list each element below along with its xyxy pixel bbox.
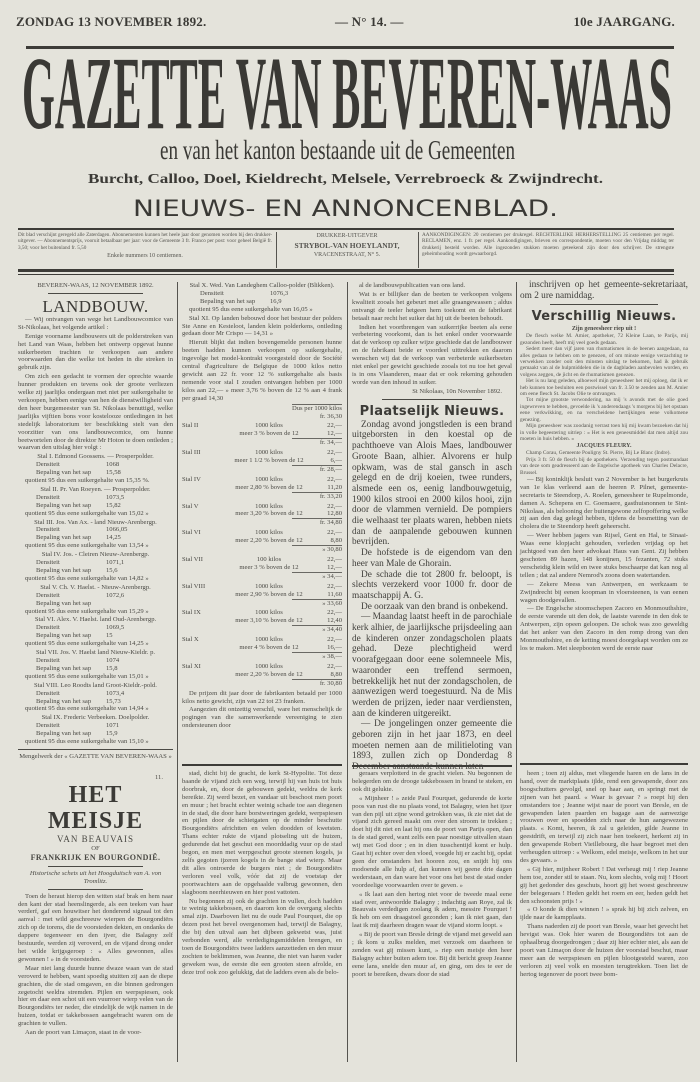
measurement-value: 16,9 bbox=[270, 297, 282, 305]
stal-label: Stal IX bbox=[182, 609, 201, 617]
article-paragraph: « O konde ik dien winnen ! » sprak hij bij zich zelven, en ijlde naar de kampplaats. bbox=[520, 906, 688, 922]
column-4-various-news bbox=[520, 280, 688, 761]
price-total: Dus per 1000 kilos fr. 36,30 bbox=[292, 404, 343, 420]
calc-description: 1000 kilos bbox=[255, 529, 283, 537]
divider-rule bbox=[48, 866, 143, 867]
article-paragraph: Stal IV. Jos. - Cleiren Nieuw-Arenbergp. bbox=[41, 551, 150, 559]
stal-label: Stal II bbox=[182, 422, 199, 430]
price-total: fr. 34,— bbox=[292, 438, 342, 447]
measurement-label: Densiteit bbox=[36, 461, 60, 469]
price-calc-row bbox=[182, 430, 342, 438]
stal-label bbox=[182, 591, 224, 599]
stal-label: Stal IV bbox=[182, 475, 201, 483]
calc-description: meer 3 % boven de 12 bbox=[239, 430, 299, 438]
price-total: fr. 34,80 bbox=[292, 518, 342, 527]
price-calc-row bbox=[182, 663, 342, 671]
calc-amount: 8,80 bbox=[330, 670, 342, 678]
article-paragraph: Nu begonnen zij ook de grachten in vullen, doch hadden te weinig takkebossen, en daarom kon de overgang slechts smal zijn. Daarboven liet nu de oude Paul Fourquet, die op dezen post het bevel overgenomen had, terwijl de Balagny, die bij den uitval aan het dijbeen gekwetst was, juist verbonden werd, alle verdedigingsmiddelen brengen, en toen de Bourgondiërs twee ladders aanzetteden en den muur zochten te beklimmen, was Jeanne, die niet van haren vader geweken was, de eerste die een grooten steen afrolde, en deze trof ook zoo gelukkig, dat de ladders even als de belo- bbox=[182, 897, 342, 976]
divider-rule bbox=[48, 293, 143, 294]
subtitle bbox=[0, 136, 700, 166]
article-paragraph: Stal IX. Frederic Verbeeken. Doelpolder. bbox=[41, 714, 150, 722]
calc-amount: 22,— bbox=[327, 529, 342, 537]
calc-description: meer 2,80 % boven de 12 bbox=[235, 483, 303, 491]
calc-amount: 22,— bbox=[327, 636, 342, 644]
article-paragraph: inschrijven op het gemeente-sekretariaat, om 2 ure namiddag. bbox=[520, 280, 688, 301]
measurement-label: Bepaling van het sap bbox=[36, 567, 92, 574]
measurement-row bbox=[18, 690, 173, 698]
measurement-row bbox=[18, 698, 173, 706]
calc-description: 1000 kilos bbox=[255, 449, 283, 457]
measurement-value: 15,82 bbox=[106, 501, 121, 509]
price-calc-row bbox=[182, 583, 342, 591]
article-paragraph: Zondag avond jongstleden is een brand uitgeborsten in den koestal op de pachthoeve van Alois Maes, landbouwer Groote Baan, alhier. Alvorens er hulp opkwam, was de stal gansch in asch gelegd en de drij koeien, twee runders, alsmede een os, eenig landbouwgetuig, 1900 kilos strooi en 2000 kilos hooi, zijn door de vlammen vernield. De pompiers die welhaast ter plaats waren, hebben niets dan de aanpalende gebouwen kunnen bevrijden. bbox=[352, 419, 512, 548]
measurement-label: Bepaling van het sap bbox=[36, 632, 92, 640]
stal-label bbox=[182, 484, 224, 492]
stal-label: Stal VII bbox=[182, 556, 203, 563]
price-calc-row bbox=[182, 609, 342, 617]
stal-label: Stal XI bbox=[182, 662, 201, 670]
article-paragraph: — Zekere Meess van Antwerpen, en werkzaam te Zwijndrecht bij eenen koopman in vloersteenen, is van eenen wagen doodgevallen. bbox=[520, 580, 688, 604]
divider-rule bbox=[382, 399, 482, 400]
article-paragraph: Mijn geneesheer was zoodanig verrast toen hij mij kwam bezoeken dat hij in volle begeestering uitriep : « Het is een geneesmiddel dat men altijd zou moeten in huis hebben. » bbox=[520, 423, 688, 442]
measurement-label: Bepaling van het sap bbox=[36, 697, 92, 705]
price-calc-row bbox=[182, 476, 342, 484]
article-paragraph: Indien het voortbrengen van suikerrijke beeten als eene verbetering voorkomt, dan is het enkel onder voorwaarde dat de verkoop op zulker wijze geschiede dat de landbouwer en de fabrikant beide er voordeel uittrekken en daarom wenschen wij dat de verkoop van verbeterde suikerbeeten niet enkel per gewicht geschiede zooals tot nu toe het geval is in ons Vlaanderen, maar dat er ook rekening gehouden worde van den inhoud in suiker. bbox=[352, 323, 512, 386]
column-1-landbouw bbox=[18, 282, 173, 770]
issue-number: — N° 14. — bbox=[335, 14, 404, 29]
calc-description: meer 3,20 % boven de 12 bbox=[235, 510, 303, 518]
price-calc-row bbox=[182, 591, 342, 599]
calc-description: meer 1 1/2 % boven de 12 bbox=[234, 457, 304, 465]
calc-amount: 12,— bbox=[327, 563, 342, 571]
article-paragraph: Stal VIII. Leo Roodts land Groot-Kieldr.-pold. bbox=[34, 681, 157, 689]
calc-description: meer 3,10 % boven de 12 bbox=[235, 617, 303, 625]
volume-year: 10e JAARGANG. bbox=[573, 14, 675, 29]
measurement-row bbox=[18, 624, 173, 632]
article-paragraph: quotient 95 dus eene suikergehalte van 14,82 » bbox=[25, 574, 149, 582]
stal-label: Stal X bbox=[182, 636, 199, 644]
measurement-label: Densiteit bbox=[36, 624, 60, 632]
article-paragraph: Historische schets uit het Hoogduitsch van A. von Tromlitz. bbox=[29, 869, 162, 885]
measurement-label: Densiteit bbox=[36, 493, 60, 501]
calc-amount: 16,— bbox=[327, 644, 342, 652]
measurement-row bbox=[18, 567, 173, 575]
article-paragraph: OF bbox=[91, 844, 100, 852]
calc-amount: 22,— bbox=[327, 662, 342, 670]
price-calc-row bbox=[182, 457, 342, 465]
column-2-sugar-prices bbox=[182, 282, 342, 762]
price-total: » 38,— bbox=[292, 652, 342, 661]
measurement-label: Bepaling van het sap bbox=[36, 469, 92, 477]
measurement-row bbox=[18, 657, 173, 665]
section-heading: LANDBOUW. bbox=[42, 296, 149, 316]
price-calc-row bbox=[182, 510, 342, 518]
measurement-row bbox=[18, 526, 173, 534]
article-paragraph: quotient 95 dus eene suikergehalte van 15,29 » bbox=[25, 607, 149, 615]
price-total: » 34,40 bbox=[292, 625, 342, 634]
masthead-rule-mid bbox=[18, 228, 674, 230]
calc-description: 1000 kilos bbox=[255, 636, 283, 644]
article-paragraph: — Wij ontvangen van wege het Landbouwcomice van St-Nikolaas, het volgende artikel : bbox=[18, 315, 173, 331]
measurement-label: Bepaling van het sap bbox=[36, 730, 92, 738]
article-paragraph: Prijs 3 fr. 50 de flesch bij de apothekers. Verzending tegen postmandaat van deze som geadresseerd aan de Engelsche apotheek van Charles Delacre, Brussel. bbox=[520, 456, 688, 476]
article-paragraph: Stal I. Edmond Goossens. — Prosperpolder. bbox=[37, 453, 154, 461]
price-calc-row bbox=[182, 503, 342, 511]
calc-description: 1000 kilos bbox=[255, 609, 283, 617]
calc-amount: 12,40 bbox=[327, 617, 342, 625]
price-total: fr. 28,— bbox=[292, 465, 342, 474]
section-heading: HET MEISJE bbox=[47, 781, 144, 834]
article-paragraph: De flesch welke M. Amier, apotheker, 72 Kleine Laan, te Parijs, mij gezonden heeft, heeft mij veel goeds gedaan. bbox=[520, 333, 688, 346]
tagline bbox=[0, 194, 700, 222]
article-paragraph: — Weer hebben jagers van Rijsel, Gent en Hal, te Sinaai-Waas eene klopjacht gehouden, verleden vrijdag op het jachtgoed van den heer advokaat Haus van Gent. Zij hebben geschoten 89 hazen, 148 konijnen, 15 fezanten, 72 stuks verscheidig klein wild en twee stuks beschaarpe dat kan nog al tellen ; dat zal andere Nemrod's zoons doen watertanden. bbox=[520, 532, 688, 579]
info-divider bbox=[276, 232, 277, 268]
article-paragraph: stad, dicht bij de gracht, de kerk St-Hypolite. Tot deze baande de vijand zich een weg, terwijl hij van huis tot huis doorbrak, en, door de gebouwen gedekt, weldra de kerk bereikte. Zij werd bezet, en vandaar uit beschoot men poort en muur ; het bracht echter weinig schade toe aan diegenen in de stad, die door hare borstweringen gedekt, werpspiesen en pijlen door de schietgaten op de minder beschutte Bourgondiërs africhtten en velen doodden of kwetsten. Thans echter rukte de vijand plotseling uit de huizen, gedurende dat het geschut een moorddadig vuur op de stad begon, en men met werpgeschut groote steenen kogels, ja zelfs gegoten ijzeren kogels in de bange stad wierp. Maar dit alles ontroerde de burgers niet ; de Bourgondiërs verloren veel volk, vóór dat zij de voetstap der poortwachters aan de opgehaalde valbrug gewonnen, den slagboom neerhieuwen en hier post vattoten. bbox=[182, 770, 342, 896]
article-paragraph: Stal V. Ch. V. Haelst. - Nieuw-Arenbergp. bbox=[40, 583, 151, 591]
measurement-label: Densiteit bbox=[36, 689, 60, 697]
section-heading: VAN BEAUVAIS bbox=[57, 833, 134, 844]
calc-description: 100 kilos bbox=[256, 556, 282, 563]
stal-label bbox=[182, 537, 224, 545]
article-paragraph: Aan de poort van Limaçon, staat in de voor- bbox=[25, 1029, 142, 1037]
divider-rule bbox=[550, 304, 658, 305]
price-calc-row bbox=[182, 564, 342, 572]
article-paragraph: Om zich een gedacht te vormen der oprechte waarde hunner produkten en tevens ook der groote verliezen welke zij jaarlijks ondergaan met niet per suikergehalte te verkoopen, hebben eenige van hen de dienstwilligheid van den heer burgemeester van St. Nikolaas benuttigd, welke jaarlijks vijftien bons voor kostelooze ontledingen in het stedelijk laboratorium ter beschikking stelt van den voorzitter van ons landbouwcomice, om hunne beetwortelen door de direktor Mr Hoton te doen ontleden ; waarvan den uitslag hier volgt : bbox=[18, 373, 173, 452]
measurement-value: 1072,6 bbox=[106, 591, 125, 599]
article-paragraph: « Bij de poort van Bresle dringt de vijand met geweld aan ; ik kom u zulks melden, met verzoek om daarheen te zenden wat gij missen kunt, » riep een meisje den heer Balagny achter buiten adem toe. Bij dit bericht greep Jeanne eene lans, snelde den muur af, en ging, om des te eer de poort te bereiken, dwars door de stad bbox=[352, 931, 512, 978]
article-paragraph: — De jongelingen onzer gemeente die geboren zijn in het jaar 1873, en deel moeten nemen aan de militieloting van 1893, zullen zich op Donderdag 8 December aanstaande kunnen laten bbox=[352, 719, 512, 773]
municipalities bbox=[0, 168, 700, 190]
article-paragraph: geraars verplotterd in de gracht vielen. Nu begonnen de belegerden om de drooge takkebossen in brand te steken, en ook dit gelukte. bbox=[352, 770, 512, 793]
article-paragraph: Wat is er billijker dan de beeten te verkoopen volgens kwaliteit zooals het gebeurt met alle graangewassen ; aldus ontvangt de teeler hetgeen hem toekomt en de fabrikant betaalt naar recht het suiker dat hij uit de beeten behoudt. bbox=[352, 290, 512, 322]
stal-label: Stal V bbox=[182, 502, 199, 510]
measurement-value: 1068 bbox=[106, 461, 120, 469]
ads-info: AANKONDIGINGEN: 20 centiemen per drukregel. RECHTERLIJKE HERHERSTELLING 25 centiemen per regel. RECLAMEN, enz. 1 fr. per regel. Aankondigingen, brieven en correspondentie, moeten voor den Vrijdag middag ter drukkerij besteld worden. Alle ingezonden stukken moeten geteekend zijn door den schrijver. De strengste geheimhouding wordt gewaarborgd. bbox=[422, 232, 674, 257]
newspaper-title-text: GAZETTE VAN BEVEREN-WAAS bbox=[22, 36, 672, 151]
column-2-feuilleton bbox=[182, 770, 342, 1066]
measurement-row bbox=[18, 600, 173, 608]
calc-amount: 22,— bbox=[327, 422, 342, 430]
article-paragraph: Stal XI. Op landen bebouwd door het bestuur der polders Ste Anne en Kesteloot, landen klein polderkens, ontleding gedaan door Mr Crispo — 14,31 » bbox=[182, 314, 342, 338]
measurement-row bbox=[18, 592, 173, 600]
measurement-value: 1074 bbox=[106, 656, 120, 664]
stal-label bbox=[182, 430, 224, 438]
article-paragraph: Tot mijne grootste verwondering, na mij 's avonds met de olie goed ingewreven te hebben, gevoelde ik 's anderendaags 's morgens bij het opstaan eene verkwikking, en na verscheidene hertijkingen eene volkomene genezing. bbox=[520, 397, 688, 423]
stal-label bbox=[182, 617, 224, 625]
issue-date: ZONDAG 13 NOVEMBER 1892. bbox=[16, 14, 207, 29]
section-heading: JACQUES FLEURY. bbox=[576, 443, 632, 450]
article-paragraph: 11. bbox=[155, 774, 163, 781]
column-divider bbox=[177, 282, 178, 1062]
measurement-row bbox=[182, 290, 342, 298]
article-paragraph: Stal VII. Jos. V. Haelst land Nieuw-Kieldr. p. bbox=[35, 649, 156, 657]
calc-amount: 6,— bbox=[330, 457, 342, 465]
measurement-value: 15,73 bbox=[106, 697, 121, 705]
measurement-label: Densiteit bbox=[36, 591, 60, 599]
measurement-label: Bepaling van het sap bbox=[36, 664, 92, 672]
article-paragraph: Het is nu lang geleden, alhoewel mijn geneesheer het mij oploeg, dat ik er heb kunnen toe besluiten een postwissel van fr. 3.50 te zenden aan M. Amier om eene flesch St. Jacobs Olie te ontvangen. bbox=[520, 378, 688, 398]
measurement-label: Bepaling van het sap bbox=[200, 297, 256, 305]
article-paragraph: quotient 95 dus eene suikergehalte van 14,25 » bbox=[25, 640, 149, 648]
article-paragraph: quotient 95 dus eene suikergehalte van 13,54 » bbox=[25, 542, 149, 550]
column-3-feuilleton bbox=[352, 770, 512, 1066]
stal-label: Stal VI bbox=[182, 529, 201, 537]
measurement-label: Bepaling van het sap bbox=[36, 501, 92, 509]
measurement-row bbox=[18, 722, 173, 730]
price-calc-row bbox=[182, 617, 342, 625]
section-rule bbox=[520, 763, 688, 765]
printer-info bbox=[280, 232, 414, 268]
article-paragraph: De prijzen dit jaar door de fabrikanten betaald per 1000 kilos netto gewicht, zijn van 22 tot 23 franken. bbox=[182, 689, 342, 705]
calc-amount: 8,80 bbox=[330, 537, 342, 545]
article-paragraph: Mengelwerk der « GAZETTE VAN BEVEREN-WAAS » bbox=[19, 753, 172, 761]
price-total: fr. 30,80 bbox=[292, 679, 342, 688]
stal-label bbox=[182, 457, 224, 465]
calc-amount: 11,60 bbox=[327, 590, 342, 598]
measurement-value: 1076,3 bbox=[270, 289, 289, 297]
article-paragraph: « Mijnheer ! » zeide Paul Fourquet, gedurende de korte poos van rust die nu plaats vond, tot Balagny, wien het ijzer van den pijl uit zijne wond getrokken was, ik zie niet dat de vijand zich gereed maakt om over den stroom te trekken ; doet hij dit niet en laat hij ons de poort van Parijs open, dan is de stad gered, want zelfs een paar noestige uitvallen staan wij met God door ; en in dien tusschentijd komt er hulp. Gaat hij echter over den vloed, voegde hij er zacht bij, opdat geen der omstanders het hooren zou, en snijdt hij ons modoende alle hulp af, dan kunnen wij geene drie dagen wederstaan, en dan ware het voor ons het best de stad onder voordeelige voorwaarden over te geven. » bbox=[352, 794, 512, 889]
article-paragraph: St Nikolaas, 10n November 1892. bbox=[412, 387, 502, 395]
section-heading: Verschillig Nieuws. bbox=[531, 309, 677, 325]
article-paragraph: heen ; toen zij aldus, met vliegende haren en de lans in de hand, over de marktplaats ijlde, rend een gewapende, door zes boogschutters gevolgd, snel op haar aan, en springt met de zijnen van het paard. « Waar is gevaar ? » roept hij den omstanders toe ; Jeanne wijst naar de poort van Bresle, en de gewapenden laten paarden en bagage aan de aanwezige vrouwen over en spoedden zich naar de hun aangewezene plaats. « Komt, heeren, ik zal u geleiden, gilde Jeanne in geestdrift, en terwijl zij zich naar hen toekeert, herkent zij in den gewapende Robert Vieillebourg, die haar begroet met den verheugden uitroep : « Welkom, edel meisje, welkom in het uur des gevaars. » bbox=[520, 770, 688, 864]
stal-label bbox=[182, 564, 224, 572]
article-paragraph: Aangezien dit ontzettig verschil, ware het menschelijk de pogingen van die samenwerkende vereeniging te zien ondersteunen door bbox=[182, 706, 342, 730]
article-paragraph: Stal VI. Alex. V. Haelst. land Oud-Arenbergp. bbox=[34, 616, 157, 624]
printer-address: VRACENESTRAAT, N° 5. bbox=[313, 252, 381, 258]
measurement-label: Densiteit bbox=[36, 526, 60, 534]
price-calc-row bbox=[182, 529, 342, 537]
article-paragraph: quotient 95 dus eene suikergehalte van 15,10 » bbox=[25, 738, 149, 746]
column-divider bbox=[347, 282, 348, 1062]
measurement-value: 1071,1 bbox=[106, 559, 125, 567]
printer-name: STRYBOL-VAN HOEYLANDT, bbox=[294, 241, 400, 250]
article-paragraph: « Gij hier, mijnheer Robert ! Dat verheugt mij ! riep Jeanne hem toe, zonder stil te staan. Nu, kom slechts, volg mij ! Hoort gij het gedonder des geschuts, hoort gij het woest geschreeuw der belegeraars ! Heden geldt het roem en eer, heden geldt het den schoonsten prijs ! » bbox=[520, 865, 688, 905]
measurement-row bbox=[18, 502, 173, 510]
article-paragraph: — De Engelsche stoomschepen Zacoro en Monmouthshire, de eerste varende uit den dok, de laatste varende in den dok te Antwerpen, zijn opeen geloopen. De schok was zoo geweldig dat het anker van den Zacoro in den romp drong van den Monmouthshire, en de ketting moest doorgekapt worden om ze los te maken. Met sleepbooten werd de eerste naar bbox=[520, 605, 688, 652]
masthead-rule-bottom bbox=[18, 269, 674, 272]
calc-amount: 12,80 bbox=[327, 510, 342, 518]
article-paragraph: — Bij koninklijk besluit van 2 November is het burgerkruis van 1e klas verleend aan de heeren P. Pilnet, gemeente-secretaris te Steendorp, A. Roelen, geneesheer te Rupelmonde, damen A. Schepens en C. Goemaere, gasthuisnonnen te Sint-Nikolaas, als belooning der buitengewone zelfopoffering welke zij aan den dag gelegd hebben, tijdens de besmetting van de cholera die te Steendorp heeft geheerscht. bbox=[520, 475, 688, 531]
stal-label bbox=[182, 671, 224, 679]
article-paragraph: Stal X. Wed. Van Landeghem Calloo-polder (Blikken). bbox=[189, 282, 335, 289]
stal-label bbox=[182, 510, 224, 518]
stal-label: Stal III bbox=[182, 449, 201, 457]
measurement-row bbox=[18, 494, 173, 502]
section-rule bbox=[182, 764, 342, 766]
price-calc-row bbox=[182, 644, 342, 652]
stal-label: Stal VIII bbox=[182, 582, 206, 590]
measurement-row bbox=[18, 632, 173, 640]
section-heading: Zijn geneesheer riep uit ! bbox=[571, 326, 637, 333]
subscription-text: Dit blad verschijnt geregeld alle Zaterdagen. Abonnementen kunnen het heele jaar door genomen worden bij den drukker-uitgever. — Abonnementsprijs, vooruit betaalbaar per jaar: voor de Gemeente 3 fr. Franco per post: voor geheel België fr. 3,50; voor het buitenland fr. 5,50 bbox=[18, 232, 272, 251]
price-calc-row bbox=[182, 422, 342, 430]
section-heading: Plaatselijk Nieuws. bbox=[359, 403, 505, 419]
info-divider bbox=[418, 232, 419, 268]
article-paragraph: Toen de heraut hierop den witten staf brak en hem naar den kant der stad heenslingerde, als een teeken van haar verderf, gaf een houwitser het donderend signaal tot den aanval : met wild geschreeuw wierpen de Bourgondiërs zich op de torens, die de voorsteden dekten, en ondanks de dappere tegenweer en den ijver, die Balagny zelf bestuurde, werden zij veroverd, en de vijand drong onder het wilde krijgsgeroep : « Alles gewonnen, alles gewonnen ! » in de voorsteden. bbox=[18, 892, 173, 963]
calc-description: 1000 kilos bbox=[255, 662, 283, 670]
masthead-rule-bottom-thin bbox=[18, 274, 674, 275]
calc-amount: 22,— bbox=[327, 449, 342, 457]
article-paragraph: quotient 95 dus eene suikergehalte van 16,05 » bbox=[189, 305, 313, 313]
price-calc-row bbox=[182, 556, 342, 564]
municipalities-text: Burcht, Calloo, Doel, Kieldrecht, Melsele, Verrebroeck & Zwijndrecht. bbox=[88, 172, 603, 187]
measurement-value: 15,6 bbox=[106, 567, 118, 574]
calc-description: 1000 kilos bbox=[255, 422, 283, 430]
article-paragraph: — Maandag laatst heeft in de parochiale kerk alhier, de jaarlijksche prijsdeeling aan de kinderen onzer zondagscholen plaats gehad. Deze plechtigheid werd voorafgegaan door eene solemneele Mis, waaronder een treffend sermoen, betrekkelijk het nut der zondagscholen, de aanwezigen werd toegestuurd. Na de Mis werden de prijzen, ieder naar verdiensten, aan de kinderen uitgereikt. bbox=[352, 612, 512, 719]
price-calc-row bbox=[182, 484, 342, 492]
article-paragraph: quotient 95 dus eene suikergehalte van 15,01 » bbox=[25, 672, 149, 680]
tagline-text: NIEUWS- EN ANNONCENBLAD. bbox=[133, 197, 558, 222]
price-total: » 30,80 bbox=[292, 545, 342, 554]
price-calc-row bbox=[182, 537, 342, 545]
calc-description: meer 2,20 % boven de 12 bbox=[235, 670, 303, 678]
measurement-value: 14,25 bbox=[106, 534, 121, 542]
measurement-value: 1066,05 bbox=[106, 526, 128, 534]
article-paragraph: Stal II. Pr. Van Roeyen. — Prosperpolder. bbox=[40, 485, 151, 493]
column-divider bbox=[516, 282, 517, 1062]
measurement-label: Bepaling van het sap bbox=[36, 599, 92, 607]
measurement-label: Bepaling van het sap bbox=[36, 534, 92, 542]
measurement-value: 15,8 bbox=[106, 664, 118, 672]
measurement-value: 15,58 bbox=[106, 469, 121, 477]
measurement-row bbox=[18, 534, 173, 542]
column-1-feuilleton bbox=[18, 774, 173, 1066]
subtitle-text: en van het kanton bestaande uit de Gemeenten bbox=[160, 135, 516, 165]
column-4-feuilleton bbox=[520, 770, 688, 1066]
measurement-row bbox=[18, 469, 173, 477]
article-paragraph: De oorzaak van den brand is onbekend. bbox=[361, 601, 508, 612]
calc-amount: 22,— bbox=[327, 475, 342, 483]
article-paragraph: BEVEREN-WAAS, 12 NOVEMBER 1892. bbox=[37, 282, 154, 289]
article-paragraph: « Ik laat aan den hertog niet voor de tweede maal eene stad over, antwoordde Balagny ; indachtig aan Roye, zal ik Beauvais verdedigen zoolang ik adem, messire Fourquet ! Ik heb om een draagstoel gezonden ; kan ik niet gaan, dan laat ik mij daarheen dragen waar de vijand storm loopt. » bbox=[352, 890, 512, 930]
measurement-value: 1073,4 bbox=[106, 689, 125, 697]
divider-rule bbox=[18, 749, 173, 751]
single-issue-price: Enkele nummers 10 centiemen. bbox=[107, 252, 183, 259]
info-box bbox=[18, 232, 674, 268]
subscription-info bbox=[18, 232, 272, 268]
calc-description: 1000 kilos bbox=[255, 475, 283, 483]
column-3-local-news bbox=[352, 282, 512, 773]
measurement-row bbox=[18, 665, 173, 673]
measurement-row bbox=[18, 559, 173, 567]
article-paragraph: quotient 95 dus eene suikergehalte van 15,02 » bbox=[25, 509, 149, 517]
measurement-value: 1069,5 bbox=[106, 624, 125, 632]
calc-amount: 22,— bbox=[327, 502, 342, 510]
divider-rule bbox=[48, 889, 143, 890]
measurement-label: Densiteit bbox=[36, 559, 60, 567]
article-paragraph: Sedert meer dan vijf jaren van rhumatismen in de beenen aangedaan, na alles gedaan te hebben om te genezen, of om minste eenige verzachting te verwekken zonder ooit den minsten uitslag te bekomen, had ik gebruik gemaakt van al de hulpmiddelen die in de dagbladen aanbevolen worden, en volgens zeggen, de jicht en de rhumatismen genezen. bbox=[520, 346, 688, 378]
measurement-label: Densiteit bbox=[36, 656, 60, 664]
calc-amount: 22,— bbox=[327, 609, 342, 617]
measurement-row bbox=[18, 461, 173, 469]
article-paragraph: De hofstede is de eigendom van den heer van Male de Ghorain. bbox=[352, 548, 512, 569]
measurement-value: 1071 bbox=[106, 722, 120, 730]
stal-label bbox=[182, 644, 224, 652]
calc-amount: 22,— bbox=[327, 556, 342, 563]
article-paragraph: quotient 95 dus een suikergehalte van 15,35 %. bbox=[25, 477, 150, 485]
article-paragraph: Hieruit blijkt dat indien bovengemelde personen hunne beeten hadden kunnen verkoopen op suikergehalte, ingevolge het model-kontrakt voorgesteld door de Société central d'agriculture de Belgique de 1000 kilos netto gewicht aan 22 fr. voor 12 % suikergehalte als basis nemende voor stal I zouden ontvangen hebben per 1000 kilos aan 22,— » meer 3,76 % boven de 12 % aan 4 frank per graad 14,30 bbox=[182, 339, 342, 402]
article-paragraph: quotient 95 dus eene suikergehalte van 14,94 » bbox=[25, 705, 149, 713]
calc-description: meer 4 % boven de 12 bbox=[239, 644, 299, 652]
measurement-row bbox=[182, 298, 342, 306]
printer-label: DRUKKER-UITGEVER bbox=[316, 233, 378, 239]
article-paragraph: Thans naderden zij de poort van Bresle, waar het gevecht het hevigst was. Ook hier waren de Bourgondiërs tot aan de ophaalbrug doorgedrongen ; daar zij hier echter niet, als aan de poort van Limaçon door de huizen der voorstad beschut, maar meer aan de werpspiesen en pijlen blootgesteld waren, zoo verloren zij veel volk en moesten terugtrekken. Toen liet de hertog tegenover de poort twee bom- bbox=[520, 923, 688, 978]
article-paragraph: De schade die tot 2800 fr. beloopt, is slechts verzekerd voor 1000 fr. door de maatschappij A. G. bbox=[352, 569, 512, 601]
calc-description: meer 3 % boven de 12 bbox=[239, 563, 299, 571]
measurement-label: Densiteit bbox=[200, 289, 224, 297]
calc-description: meer 2,90 % boven de 12 bbox=[235, 590, 303, 598]
calc-description: 1000 kilos bbox=[255, 582, 283, 590]
price-total: fr. 33,20 bbox=[292, 492, 342, 501]
article-paragraph: al de landbouwpublicatien van ons land. bbox=[359, 282, 466, 289]
article-paragraph: Champ Corau, Gemeente Pouligny St. Pierre, Bij Le Blanc (Indre). bbox=[526, 450, 671, 457]
calc-description: meer 2,20 % boven de 12 bbox=[235, 537, 303, 545]
calc-description: 1000 kilos bbox=[255, 502, 283, 510]
price-calc-row bbox=[182, 671, 342, 679]
price-total: » 33,60 bbox=[292, 599, 342, 608]
price-calc-row bbox=[182, 449, 342, 457]
measurement-value: 15,9 bbox=[106, 730, 118, 738]
price-calc-row bbox=[182, 636, 342, 644]
measurement-value: 1073,5 bbox=[106, 493, 125, 501]
measurement-label: Densiteit bbox=[36, 722, 60, 730]
calc-amount: 11,20 bbox=[327, 483, 342, 491]
calc-amount: 22,— bbox=[327, 582, 342, 590]
article-paragraph: Maar niet lang duurde hunne dwaze waan van de stad veroverd te hebben, want spoedig stuitten zij aan de diepe grachten, die de stad omgaven, en die binnen gedrongen zegetocht weldra stremden. Pijlen en werpspiesen, ook hier en daar een schot uit een vuurroer wierp velen van de Bourgondiërs ter neder, die eindelijk de wijk namen in de huizen, totdat er takkebossen aangebracht waren om de grachten te vullen. bbox=[18, 964, 173, 1028]
measurement-row bbox=[18, 730, 173, 738]
article-paragraph: Stal III. Jos. Van Ax. - land Nieuw-Arenbergp. bbox=[34, 518, 157, 526]
section-heading: FRANKRIJK EN BOURGONDIË. bbox=[30, 852, 161, 862]
price-total: » 34,— bbox=[292, 572, 342, 581]
measurement-value: 15 bbox=[106, 632, 113, 640]
calc-amount: 12,— bbox=[327, 430, 342, 438]
article-paragraph: Eenige voorname landbouwers uit de polderstreken van het Land van Waas, hebben het ontwerp opgevat hunne suikerbeeten trachten te verkoopen aan andere voorwaarden dan die welke tot heden in die streken in gebruik zijn. bbox=[18, 332, 173, 372]
